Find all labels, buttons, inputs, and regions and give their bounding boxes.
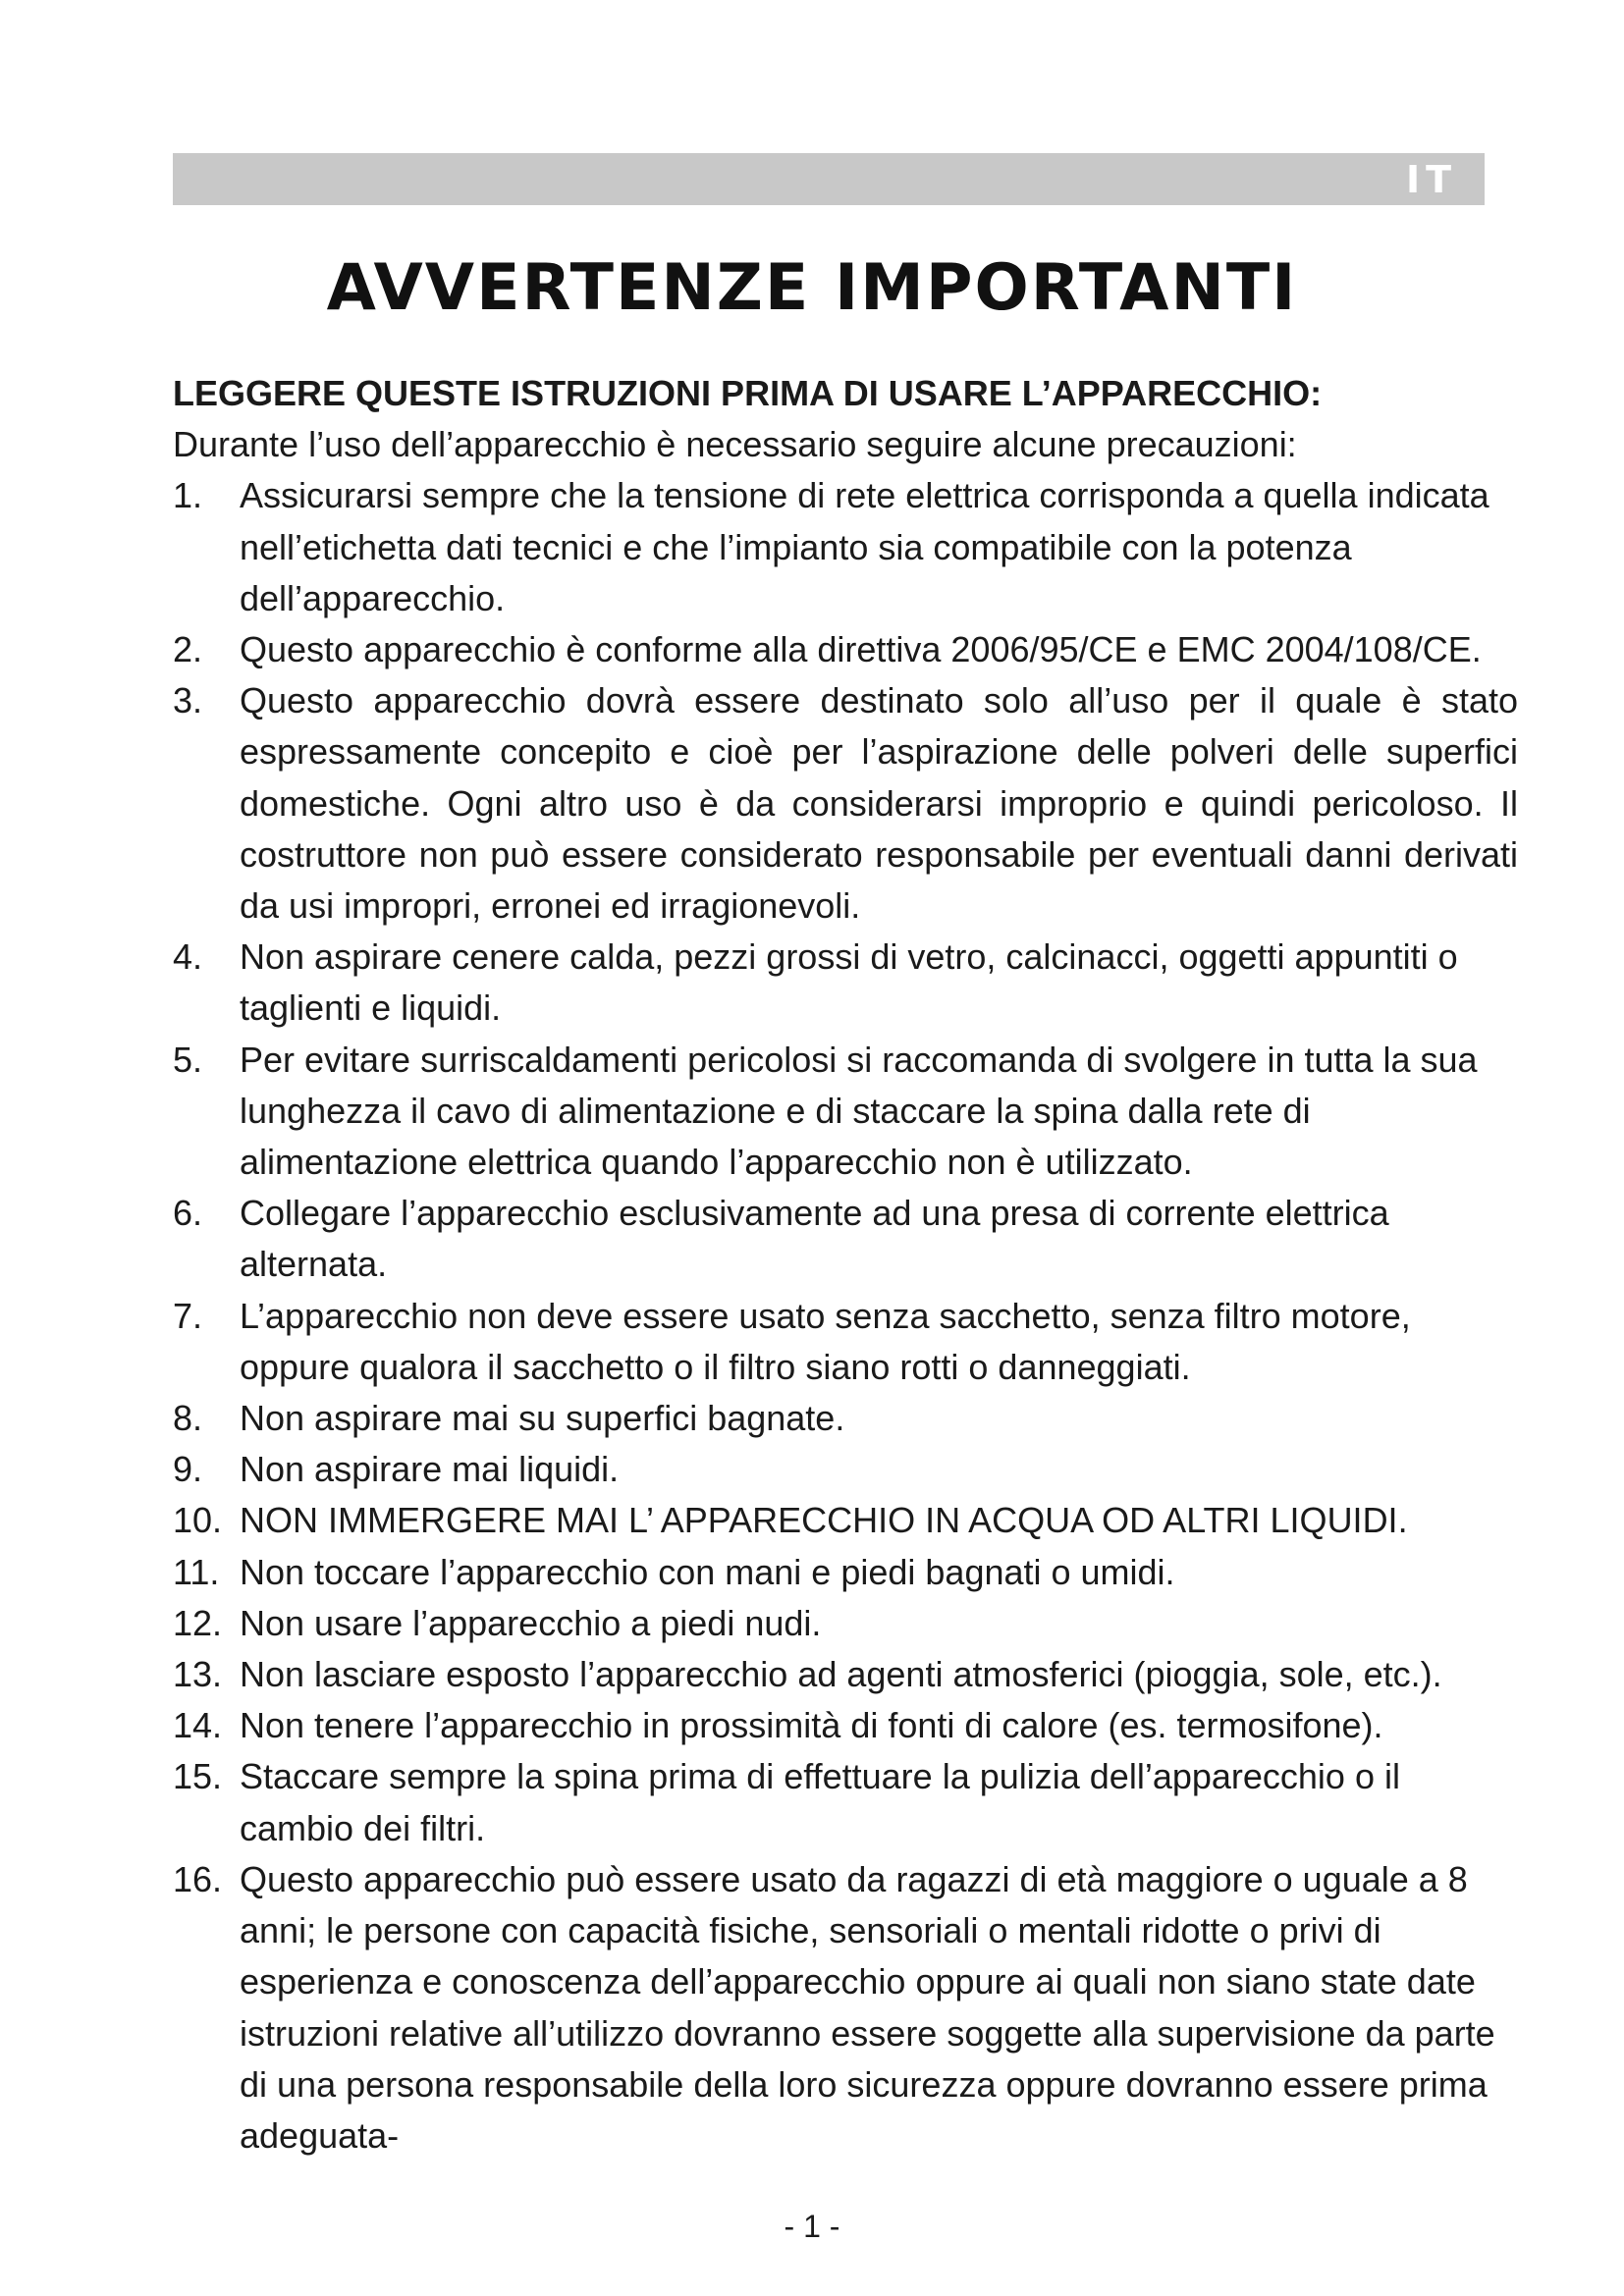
list-item [173, 1700, 1518, 1751]
list-item-number: 13. [173, 1654, 223, 1695]
list-item-text: Non lasciare esposto l’apparecchio ad agenti atmosferici (pioggia, sole, etc.). [240, 1654, 1442, 1695]
list-item [173, 675, 1518, 932]
intro-paragraph: Durante l’uso dell’apparecchio è necessario seguire alcune precauzioni: [173, 424, 1297, 465]
list-item [173, 1188, 1518, 1290]
section-subheading: LEGGERE QUESTE ISTRUZIONI PRIMA DI USARE L’APPARECCHIO: [173, 373, 1323, 413]
list-item-text: Questo apparecchio dovrà essere destinato solo all’uso per il quale è stato espressamente concepito e cioè per l’aspirazione delle polveri delle superfici domestiche. Ogni altro uso è da considerarsi improprio e quindi pericoloso. Il costruttore non può essere considerato responsabile per eventuali danni derivati da usi impropri, erronei ed irragionevoli. [240, 680, 1518, 927]
list-item-text: Non aspirare cenere calda, pezzi grossi di vetro, calcinacci, oggetti appuntiti o taglienti e liquidi. [240, 936, 1458, 1029]
list-item [173, 1547, 1518, 1598]
list-item [173, 1751, 1518, 1853]
language-code: IT [1405, 158, 1457, 201]
list-item-text: Non aspirare mai su superfici bagnate. [240, 1398, 845, 1439]
list-item-number: 12. [173, 1602, 223, 1643]
list-item-number: 15. [173, 1756, 223, 1797]
list-item-text: Assicurarsi sempre che la tensione di rete elettrica corrisponda a quella indicata nell’etichetta dati tecnici e che l’impianto sia compatibile con la potenza dell’apparecchio. [240, 475, 1489, 618]
list-item-text: Non tenere l’apparecchio in prossimità di fonti di calore (es. termosifone). [240, 1705, 1383, 1746]
list-item-number: 5. [173, 1039, 203, 1080]
list-item-text: Non aspirare mai liquidi. [240, 1449, 620, 1490]
list-item-number: 1. [173, 475, 203, 516]
list-item [173, 1598, 1518, 1649]
document-body [173, 368, 1518, 2162]
warnings-list [173, 470, 1518, 2162]
list-item-text: NON IMMERGERE MAI L’ APPARECCHIO IN ACQUA OD ALTRI LIQUIDI. [240, 1500, 1408, 1541]
list-item [173, 1495, 1518, 1546]
list-item-number: 4. [173, 936, 203, 978]
list-item [173, 1854, 1518, 2162]
list-item-text: Non toccare l’apparecchio con mani e piedi bagnati o umidi. [240, 1551, 1175, 1592]
list-item [173, 932, 1518, 1034]
list-item-text: Staccare sempre la spina prima di effettuare la pulizia dell’apparecchio o il cambio dei filtri. [240, 1756, 1400, 1848]
list-item-number: 2. [173, 629, 203, 670]
list-item-number: 6. [173, 1193, 203, 1234]
list-item-text: Collegare l’apparecchio esclusivamente ad una presa di corrente elettrica alternata. [240, 1193, 1389, 1285]
list-item-number: 14. [173, 1705, 223, 1746]
list-item-text: Per evitare surriscaldamenti pericolosi si raccomanda di svolgere in tutta la sua lunghezza il cavo di alimentazione e di staccare la spina dalla rete di alimentazione elettrica quando l’apparecchio non è utilizzato. [240, 1039, 1478, 1183]
list-item [173, 624, 1518, 675]
list-item [173, 1291, 1518, 1393]
language-header-bar [173, 153, 1485, 205]
list-item [173, 1035, 1518, 1189]
list-item [173, 1393, 1518, 1444]
list-item [173, 1649, 1518, 1700]
list-item-number: 3. [173, 680, 203, 721]
list-item [173, 470, 1518, 624]
list-item-text: Questo apparecchio è conforme alla direttiva 2006/95/CE e EMC 2004/108/CE. [240, 629, 1482, 670]
list-item-number: 10. [173, 1500, 223, 1541]
list-item-number: 7. [173, 1295, 203, 1336]
list-item-text: Non usare l’apparecchio a piedi nudi. [240, 1602, 822, 1643]
list-item-number: 9. [173, 1449, 203, 1490]
list-item-number: 11. [173, 1551, 220, 1592]
page-number: - 1 - [784, 2209, 840, 2244]
list-item-number: 8. [173, 1398, 203, 1439]
list-item-text: L’apparecchio non deve essere usato senza sacchetto, senza filtro motore, oppure qualora il sacchetto o il filtro siano rotti o danneggiati. [240, 1295, 1411, 1387]
list-item-number: 16. [173, 1858, 223, 1899]
list-item [173, 1444, 1518, 1495]
list-item-text: Questo apparecchio può essere usato da ragazzi di età maggiore o uguale a 8 anni; le persone con capacità fisiche, sensoriali o mentali ridotte o privi di esperienza e conoscenza dell’apparecchio oppure ai quali non siano state date istruzioni relative all’utilizzo dovranno essere soggette alla supervisione da parte di una persona responsabile della loro sicurezza oppure dovranno essere prima adeguata- [240, 1858, 1495, 2156]
page-title: AVVERTENZE IMPORTANTI [326, 251, 1298, 325]
